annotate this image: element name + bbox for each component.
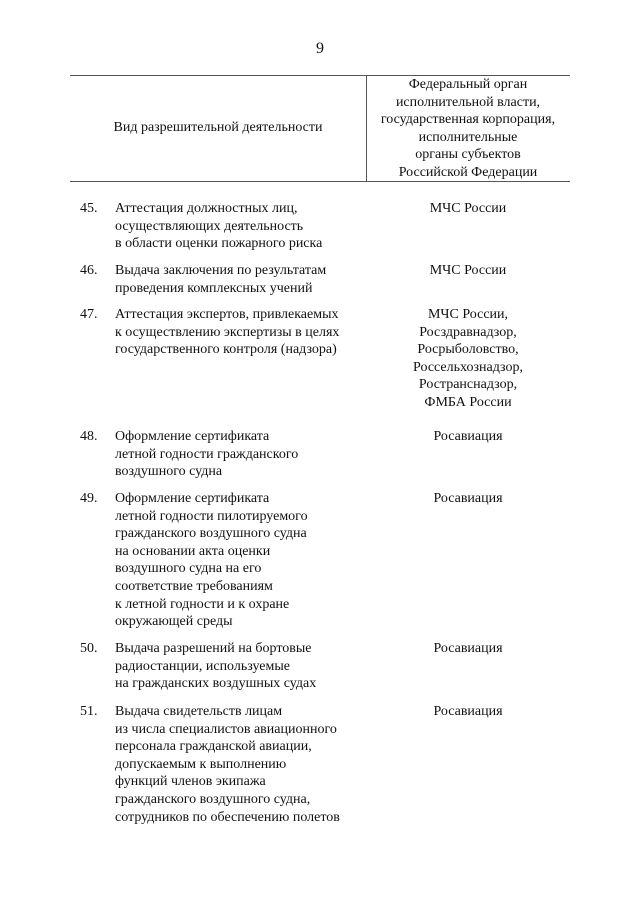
row-authority: Росавиация bbox=[433, 704, 503, 719]
page-number: 9 bbox=[316, 40, 324, 57]
row-activity: Оформление сертификата летной годности гражданского воздушного судна bbox=[115, 429, 299, 480]
row-activity: Выдача разрешений на бортовые радиостанции, используемые на гражданских воздушных судах bbox=[115, 641, 317, 692]
row-number: 48. bbox=[80, 429, 98, 444]
row-activity: Аттестация экспертов, привлекаемых к осуществлению экспертизы в целях государственного контроля (надзора) bbox=[115, 307, 340, 358]
row-authority: Росавиация bbox=[433, 429, 503, 444]
row-activity: Выдача свидетельств лицам из числа специалистов авиационного персонала гражданской авиации, допускаемым к выполнению функций членов экипажа гражданского воздушного судна, сотрудников по обеспечению полетов bbox=[115, 704, 340, 825]
header-activity-label: Вид разрешительной деятельности bbox=[113, 120, 323, 135]
header-activity bbox=[70, 75, 366, 181]
row-number: 51. bbox=[80, 704, 98, 719]
row-number: 45. bbox=[80, 201, 98, 216]
row-authority: МЧС России bbox=[429, 263, 507, 278]
row-activity: Выдача заключения по результатам проведения комплексных учений bbox=[115, 263, 327, 296]
row-number: 46. bbox=[80, 263, 98, 278]
row-activity: Оформление сертификата летной годности пилотируемого гражданского воздушного судна на основании акта оценки воздушного судна на его соответствие требованиям к летной годности и к охране окружающей среды bbox=[115, 491, 308, 630]
row-number: 47. bbox=[80, 307, 98, 322]
header-authority: Федеральный орган исполнительной власти, государственная корпорация, исполнительные органы субъектов Российской Федерации bbox=[380, 77, 556, 180]
row-authority: МЧС России bbox=[429, 201, 507, 216]
row-number: 49. bbox=[80, 491, 98, 506]
row-authority: Росавиация bbox=[433, 491, 503, 506]
row-activity: Аттестация должностных лиц, осуществляющих деятельность в области оценки пожарного риска bbox=[115, 201, 323, 252]
row-authority: МЧС России, Росздравнадзор, Росрыболовство, Россельхознадзор, Ространснадзор, ФМБА России bbox=[413, 307, 523, 410]
header-bottom-rule bbox=[70, 181, 570, 182]
row-number: 50. bbox=[80, 641, 98, 656]
row-authority: Росавиация bbox=[433, 641, 503, 656]
